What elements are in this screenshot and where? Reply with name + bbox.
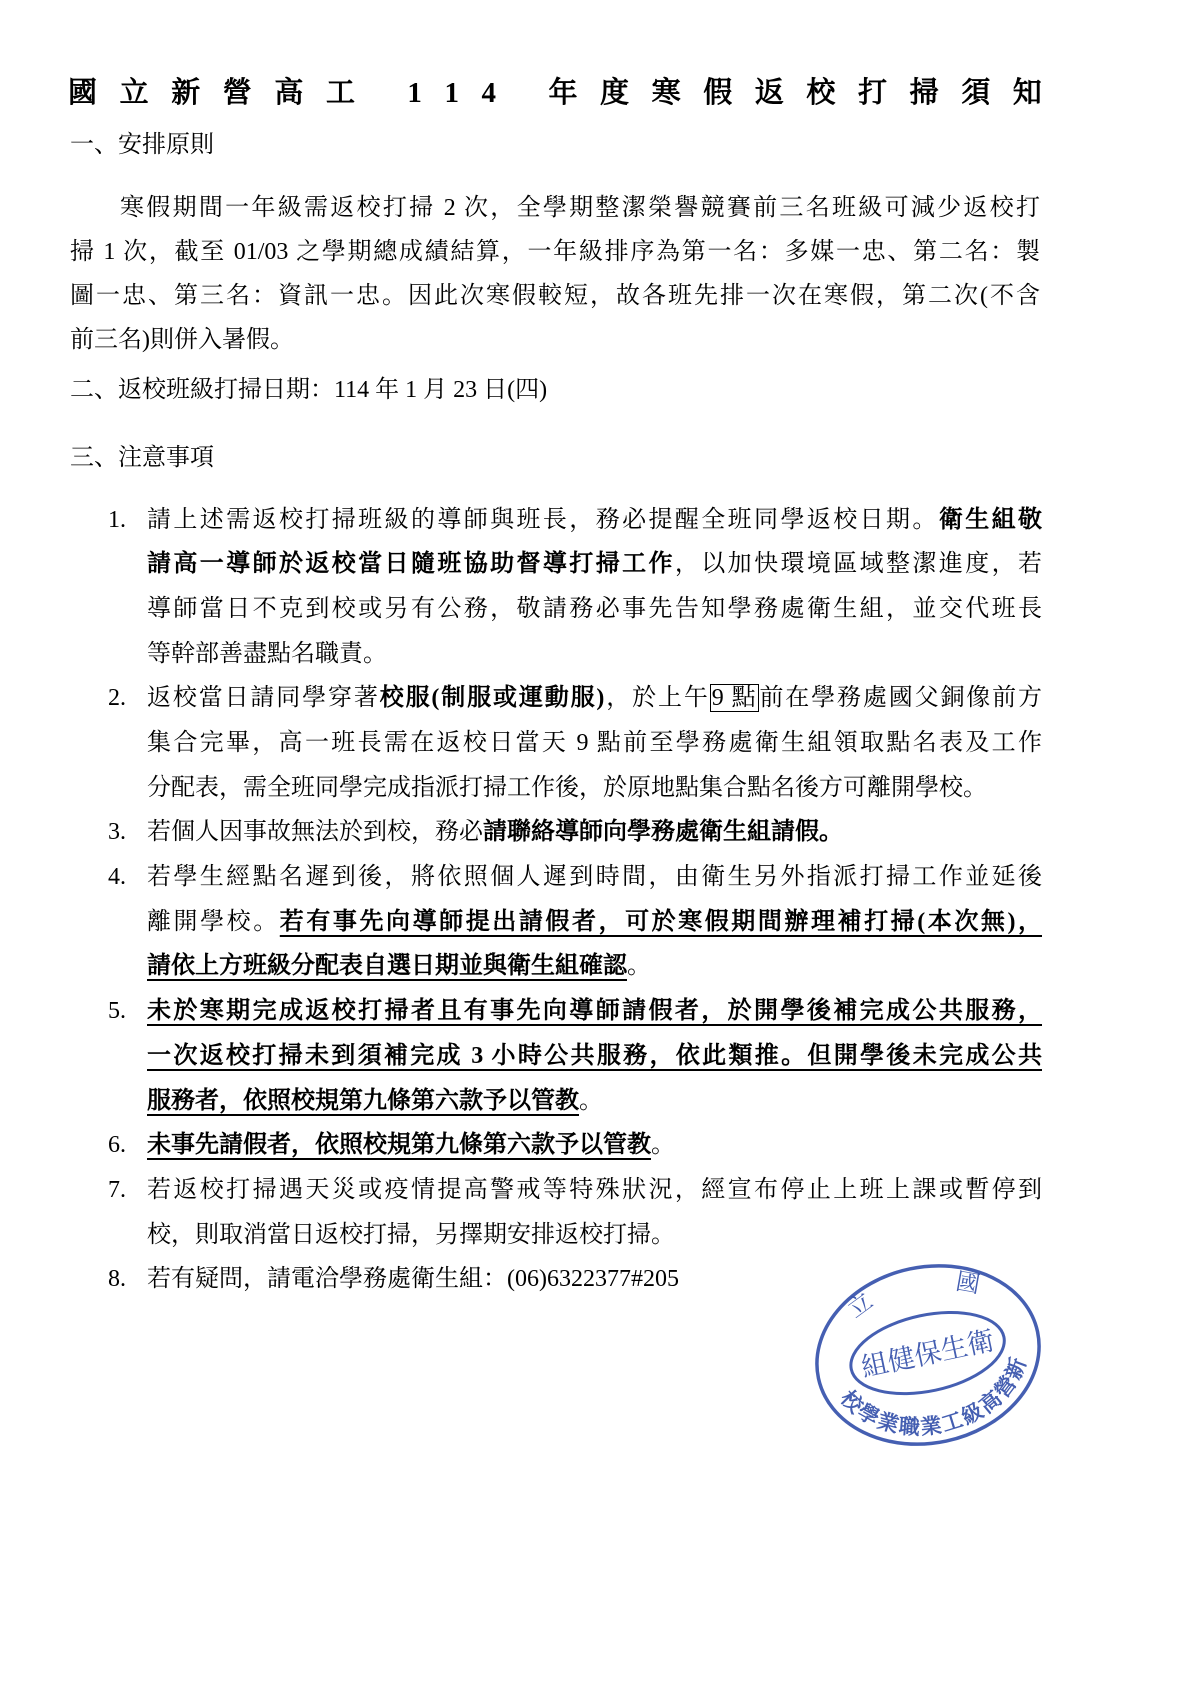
title-char: 返 <box>754 77 784 109</box>
plain-text: 離開學校。 <box>147 908 280 935</box>
title-char: 須 <box>961 77 991 109</box>
bold-text: 校服(制服或運動服) <box>379 685 605 712</box>
item-number: 1. <box>108 506 126 533</box>
seal-body <box>800 1246 1056 1465</box>
text-line <box>147 587 1042 632</box>
list-item <box>108 1168 1042 1257</box>
title-char: 高 <box>274 77 304 109</box>
title-char: 掃 <box>909 77 939 109</box>
paragraph-line: 寒假期間一年級需返校打掃 2 次，全學期整潔榮譽競賽前三名班級可減少返校打 <box>120 195 1040 221</box>
title-char: 年 <box>548 77 578 109</box>
item-number: 3. <box>108 819 126 846</box>
seal-top-right-char: 國 <box>953 1267 983 1299</box>
plain-text: ，於上午 <box>604 685 710 712</box>
item-number: 2. <box>108 685 126 712</box>
plain-text: 返校當日請同學穿著 <box>147 685 380 712</box>
title-char: 假 <box>703 77 733 109</box>
bold-text: 衛生組敬 <box>938 506 1043 533</box>
text-line <box>147 989 1042 1034</box>
seal-center-text: 組健保生衛 <box>858 1325 998 1384</box>
plain-text: 若學生經點名遲到後，將依照個人遲到時間，由衛生另外指派打掃工作並延後 <box>147 864 1042 891</box>
text-line <box>147 676 1042 721</box>
seal-top-left-char: 立 <box>842 1286 878 1324</box>
title-char: 4 <box>481 77 497 109</box>
paragraph-line: 掃 1 次，截至 01/03 之學期總成績結算，一年級排序為第一名：多媒一忠、第二名：製 <box>70 239 1040 265</box>
bold-text: 請聯絡導師向學務處衛生組請假。 <box>483 819 843 846</box>
bold-text: 請高一導師於返校當日隨班協助督導打掃工作 <box>147 551 675 578</box>
item-number: 7. <box>108 1176 126 1203</box>
list-item <box>108 498 1042 677</box>
plain-text: 。 <box>579 1087 603 1114</box>
text-line <box>147 632 1042 677</box>
plain-text: 請上述需返校打掃班級的導師與班長，務必提醒全班同學返校日期。 <box>147 506 939 533</box>
list-item <box>108 1123 1042 1168</box>
plain-text: 校，則取消當日返校打掃，另擇期安排返校打掃。 <box>147 1221 675 1248</box>
text-line <box>147 1123 1042 1168</box>
health-section-seal <box>798 1245 1058 1465</box>
bold-underlined-text: 未於寒期完成返校打掃者且有事先向導師請假者，於開學後補完成公共服務， <box>147 998 1042 1025</box>
item-number: 4. <box>108 864 126 891</box>
plain-text: 若個人因事故無法於到校，務必 <box>147 819 483 846</box>
title-char: 校 <box>806 77 836 109</box>
item-text <box>147 989 1042 1123</box>
title-char <box>378 73 385 113</box>
item-text <box>147 810 1042 855</box>
text-line <box>147 810 1042 855</box>
item-number: 8. <box>108 1266 126 1293</box>
plain-text: 。 <box>627 953 651 980</box>
text-line <box>147 766 1042 811</box>
paragraph-line: 前三名)則併入暑假。 <box>70 327 294 353</box>
title-char: 營 <box>222 77 252 109</box>
section-heading-arrangement: 一、安排原則 <box>70 132 214 158</box>
list-item <box>108 989 1042 1123</box>
title-char: 立 <box>119 77 149 109</box>
title-char: 國 <box>68 77 98 109</box>
plain-text: 集合完畢，高一班長需在返校日當天 9 點前至學務處衛生組領取點名表及工作 <box>147 730 1042 757</box>
boxed-time: 9 點 <box>711 685 758 712</box>
item-number: 5. <box>108 998 126 1025</box>
title-char: 1 <box>444 77 459 109</box>
plain-text: 若返校打掃遇天災或疫情提高警戒等特殊狀況，經宣布停止上班上課或暫停到 <box>147 1176 1042 1203</box>
title-char: 寒 <box>651 77 681 109</box>
title-char: 度 <box>600 77 630 109</box>
title-char: 新 <box>171 77 201 109</box>
bold-underlined-text: 請依上方班級分配表自選日期並與衛生組確認 <box>147 953 627 980</box>
title-char <box>519 73 526 113</box>
text-line <box>147 900 1042 945</box>
list-item <box>108 855 1042 989</box>
seal-arc-text-path: 校學業職業工級高營新 <box>835 1352 1032 1440</box>
text-line <box>147 1079 1042 1124</box>
text-line <box>147 855 1042 900</box>
bold-underlined-text: 未事先請假者，依照校規第九條第六款予以管教 <box>147 1132 651 1159</box>
item-text <box>147 855 1042 989</box>
title-char: 工 <box>325 77 355 109</box>
plain-text: 等幹部善盡點名職責。 <box>147 640 387 667</box>
item-text <box>147 1123 1042 1168</box>
text-line <box>147 498 1042 543</box>
bold-underlined-text: 服務者，依照校規第九條第六款予以管教 <box>147 1087 579 1114</box>
item-text <box>147 1168 1042 1257</box>
plain-text: 導師當日不克到校或另有公務，敬請務必事先告知學務處衛生組，並交代班長 <box>147 595 1042 622</box>
section-heading-notes: 三、注意事項 <box>70 445 214 471</box>
item-text <box>147 676 1042 810</box>
title-char: 打 <box>858 77 888 109</box>
notes-list <box>108 498 1042 1302</box>
text-line <box>147 1034 1042 1079</box>
section-heading-cleaning-date: 二、返校班級打掃日期：114 年 1 月 23 日(四) <box>70 377 548 403</box>
title-char: 知 <box>1012 77 1042 109</box>
bold-underlined-text: 一次返校打掃未到須補完成 3 小時公共服務，依此類推。但開學後未完成公共 <box>147 1042 1042 1069</box>
document-title <box>68 73 1042 113</box>
contact-phone-text: 若有疑問，請電洽學務處衛生組：(06)6322377#205 <box>147 1266 679 1293</box>
plain-text: ，以加快環境區域整潔進度，若 <box>674 551 1043 578</box>
plain-text: 分配表，需全班同學完成指派打掃工作後，於原地點集合點名後方可離開學校。 <box>147 774 987 801</box>
text-line <box>147 944 1042 989</box>
plain-text: 。 <box>651 1132 675 1159</box>
paragraph-line: 圖一忠、第三名：資訊一忠。因此次寒假較短，故各班先排一次在寒假，第二次(不含 <box>70 283 1040 309</box>
list-item <box>108 810 1042 855</box>
arrangement-paragraph <box>70 186 1040 362</box>
list-item <box>108 676 1042 810</box>
plain-text: 前在學務處國父銅像前方 <box>759 685 1043 712</box>
text-line <box>147 1168 1042 1213</box>
bold-underlined-text: 若有事先向導師提出請假者，可於寒假期間辦理補打掃(本次無)， <box>279 908 1042 935</box>
item-text <box>147 498 1042 677</box>
title-char: 1 <box>407 77 422 109</box>
item-number: 6. <box>108 1132 126 1159</box>
text-line <box>147 721 1042 766</box>
text-line <box>147 542 1042 587</box>
